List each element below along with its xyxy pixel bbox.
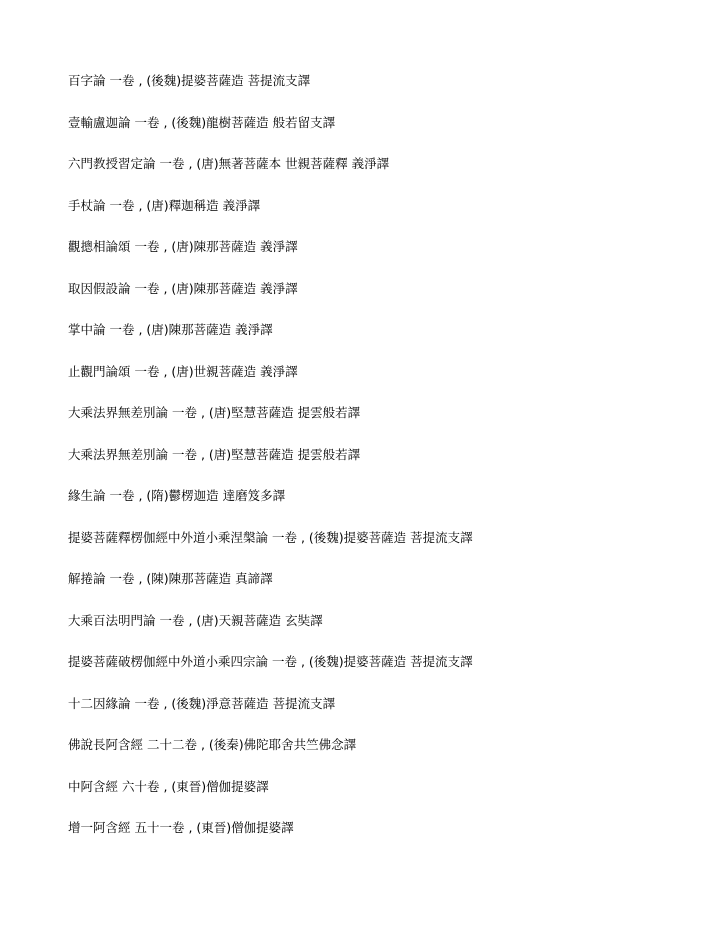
list-item: 止觀門論頌 一卷 , (唐)世親菩薩造 義淨譯: [68, 363, 298, 379]
list-item: 掌中論 一卷 , (唐)陳那菩薩造 義淨譯: [68, 322, 273, 337]
list-item: 壹輸盧迦論 一卷 , (後魏)龍樹菩薩造 般若留支譯: [68, 114, 336, 130]
list-item: 大乘百法明門論 一卷 , (唐)天親菩薩造 玄奘譯: [68, 612, 323, 628]
list-item: 解捲論 一卷 , (陳)陳那菩薩造 真諦譯: [68, 571, 273, 586]
list-item: 佛說長阿含經 二十二卷 , (後秦)佛陀耶舍共竺佛念譯: [68, 737, 357, 752]
list-item: 提婆菩薩釋楞伽經中外道小乘涅槃論 一卷 , (後魏)提婆菩薩造 菩提流支譯: [68, 529, 473, 545]
list-item: 六門教授習定論 一卷 , (唐)無著菩薩本 世親菩薩釋 義淨譯: [68, 156, 390, 171]
list-item: 大乘法界無差別論 一卷 , (唐)堅慧菩薩造 提雲般若譯: [68, 405, 361, 420]
list-item: 增一阿含經 五十一卷 , (東晉)僧伽提婆譯: [68, 820, 294, 835]
list-item: 中阿含經 六十卷 , (東晉)僧伽提婆譯: [68, 778, 269, 794]
list-item: 提婆菩薩破楞伽經中外道小乘四宗論 一卷 , (後魏)提婆菩薩造 菩提流支譯: [68, 654, 473, 669]
list-item: 十二因緣論 一卷 , (後魏)淨意菩薩造 菩提流支譯: [68, 695, 336, 711]
list-item: 緣生論 一卷 , (隋)鬱楞迦造 達磨笈多譯: [68, 488, 286, 503]
list-item: 大乘法界無差別論 一卷 , (唐)堅慧菩薩造 提雲般若譯: [68, 446, 361, 462]
list-item: 取因假設論 一卷 , (唐)陳那菩薩造 義淨譯: [68, 280, 298, 296]
scripture-list: [68, 73, 473, 862]
list-item: 觀摠相論頌 一卷 , (唐)陳那菩薩造 義淨譯: [68, 239, 298, 254]
list-item: 百字論 一卷 , (後魏)提婆菩薩造 菩提流支譯: [68, 73, 311, 88]
list-item: 手杖論 一卷 , (唐)釋迦稱造 義淨譯: [68, 197, 261, 213]
